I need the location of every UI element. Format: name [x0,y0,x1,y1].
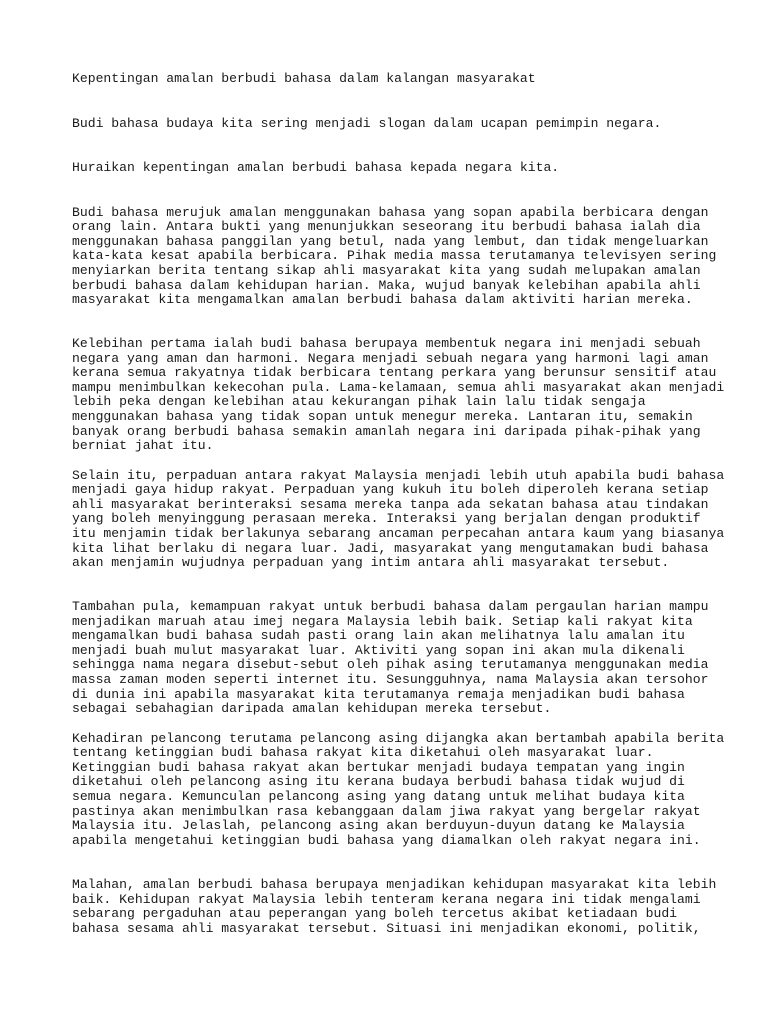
paragraph-line: negara yang aman dan harmoni. Negara menjadi sebuah negara yang harmoni lagi aman [72,350,709,366]
paragraph-line: massa zaman moden seperti internet itu. Sesungguhnya, nama Malaysia akan tersohor [72,672,709,687]
paragraph-line: menggunakan bahasa yang tidak sopan untuk menegur mereka. Lantaran itu, semakin [72,409,693,424]
paragraph-line: diketahui oleh pelancong asing itu kerana budaya berbudi bahasa tidak wujud di [72,774,685,790]
paragraph-line: semua negara. Kemunculan pelancong asing yang datang untuk melihat budaya kita [72,788,685,804]
paragraph-line: berbudi bahasa dalam kehidupan harian. Maka, wujud banyak kelebihan apabila ahli [72,277,701,293]
slogan-line: Budi bahasa budaya kita sering menjadi slogan dalam ucapan pemimpin negara. [72,116,662,131]
paragraph-line: menggunakan bahasa panggilan yang betul, nada yang lembut, dan tidak mengeluarkan [72,233,709,249]
document-title: Kepentingan amalan berbudi bahasa dalam kalangan masyarakat [72,71,536,86]
paragraph-line: Kelebihan pertama ialah budi bahasa berupaya membentuk negara ini menjadi sebuah [72,336,701,351]
paragraph-line: Malaysia itu. Jelaslah, pelancong asing akan berduyun-duyun datang ke Malaysia [72,818,685,834]
paragraph-line: berniat jahat itu. [72,438,214,454]
paragraph-line: banyak orang berbudi bahasa semakin amanlah negara ini daripada pihak-pihak yang [72,423,701,439]
paragraph-line: Tambahan pula, kemampuan rakyat untuk berbudi bahasa dalam pergaulan harian mampu [72,599,709,614]
paragraph-line: kita lihat berlaku di negara luar. Jadi, masyarakat yang mengutamakan budi bahasa [72,540,709,556]
paragraph-line: menjadi gaya hidup rakyat. Perpaduan yang kukuh itu boleh diperoleh kerana setiap [72,482,709,498]
paragraph-line: sebarang pergaduhan atau peperangan yang boleh tercetus akibat ketiadaan budi [72,906,678,922]
paragraph-line: tentang ketinggian budi bahasa rakyat kita diketahui oleh masyarakat luar. [72,745,654,761]
question-line: Huraikan kepentingan amalan berbudi bahasa kepada negara kita. [72,160,560,175]
paragraph-line: akan menjamin wujudnya perpaduan yang intim antara ahli masyarakat tersebut. [72,555,670,571]
paragraph-line: itu menjamin tidak berlakunya sebarang ancaman perpecahan antara kaum yang biasanya [72,525,725,541]
paragraph-line: kerana semua rakyatnya tidak berbicara tentang perkara yang berunsur sensitif atau [72,365,717,381]
paragraph-line: Budi bahasa merujuk amalan menggunakan bahasa yang sopan apabila berbicara dengan [72,204,709,220]
paragraph-line: Selain itu, perpaduan antara rakyat Malaysia menjadi lebih utuh apabila budi bahasa [72,467,725,483]
paragraph-line: Malahan, amalan berbudi bahasa berupaya menjadikan kehidupan masyarakat kita lebih [72,877,717,892]
paragraph-line: apabila mengetahui ketinggian budi bahasa yang diamalkan oleh rakyat negara ini. [72,832,701,848]
paragraph-line: mampu menimbulkan kekecohan pula. Lama-kelamaan, semua ahli masyarakat akan menjadi [72,379,725,395]
paragraph-line: lebih peka dengan kelebihan atau kekurangan pihak lain lalu tidak sengaja [72,394,646,410]
paragraph-line: bahasa sesama ahli masyarakat tersebut. Situasi ini menjadikan ekonomi, politik, [72,920,701,936]
paragraph-line: pastinya akan menimbulkan rasa kebanggaan dalam jiwa rakyat yang bergelar rakyat [72,803,701,819]
paragraph-line: menyiarkan berita tentang sikap ahli masyarakat kita yang sudah melupakan amalan [72,262,701,278]
paragraph-line: Kehadiran pelancong terutama pelancong asing dijangka akan bertambah apabila berita [72,730,725,746]
paragraph-line: ahli masyarakat berinteraksi sesama mereka tanpa ada sekatan bahasa atau tindakan [72,496,709,512]
paragraph-line: sebagai sebahagian daripada amalan kehidupan mereka tersebut. [72,701,552,717]
paragraph-line: orang lain. Antara bukti yang menunjukkan seseorang itu berbudi bahasa ialah dia [72,219,701,235]
paragraph-line: kata-kata kesat apabila berbicara. Pihak media massa terutamanya televisyen sering [72,248,717,264]
paragraph-line: sehingga nama negara disebut-sebut oleh pihak asing terutamanya menggunakan media [72,657,709,673]
paragraph-line: menjadikan maruah atau imej negara Malaysia lebih baik. Setiap kali rakyat kita [72,613,693,629]
paragraph-line: yang boleh menyinggung perasaan mereka. Interaksi yang berjalan dengan produktif [72,511,701,527]
paragraph-line: di dunia ini apabila masyarakat kita terutamanya remaja menjadikan budi bahasa [72,686,685,702]
paragraph-line: Ketinggian budi bahasa rakyat akan bertukar menjadi budaya tempatan yang ingin [72,759,685,775]
paragraph-line: mengamalkan budi bahasa sudah pasti orang lain akan melihatnya lalu amalan itu [72,628,685,644]
paragraph-line: baik. Kehidupan rakyat Malaysia lebih tenteram kerana negara ini tidak mengalami [72,891,701,907]
paragraph-line: masyarakat kita mengamalkan amalan berbudi bahasa dalam aktiviti harian mereka. [72,292,693,308]
paragraph-line: menjadi buah mulut masyarakat luar. Aktiviti yang sopan ini akan mula dikenali [72,642,685,658]
